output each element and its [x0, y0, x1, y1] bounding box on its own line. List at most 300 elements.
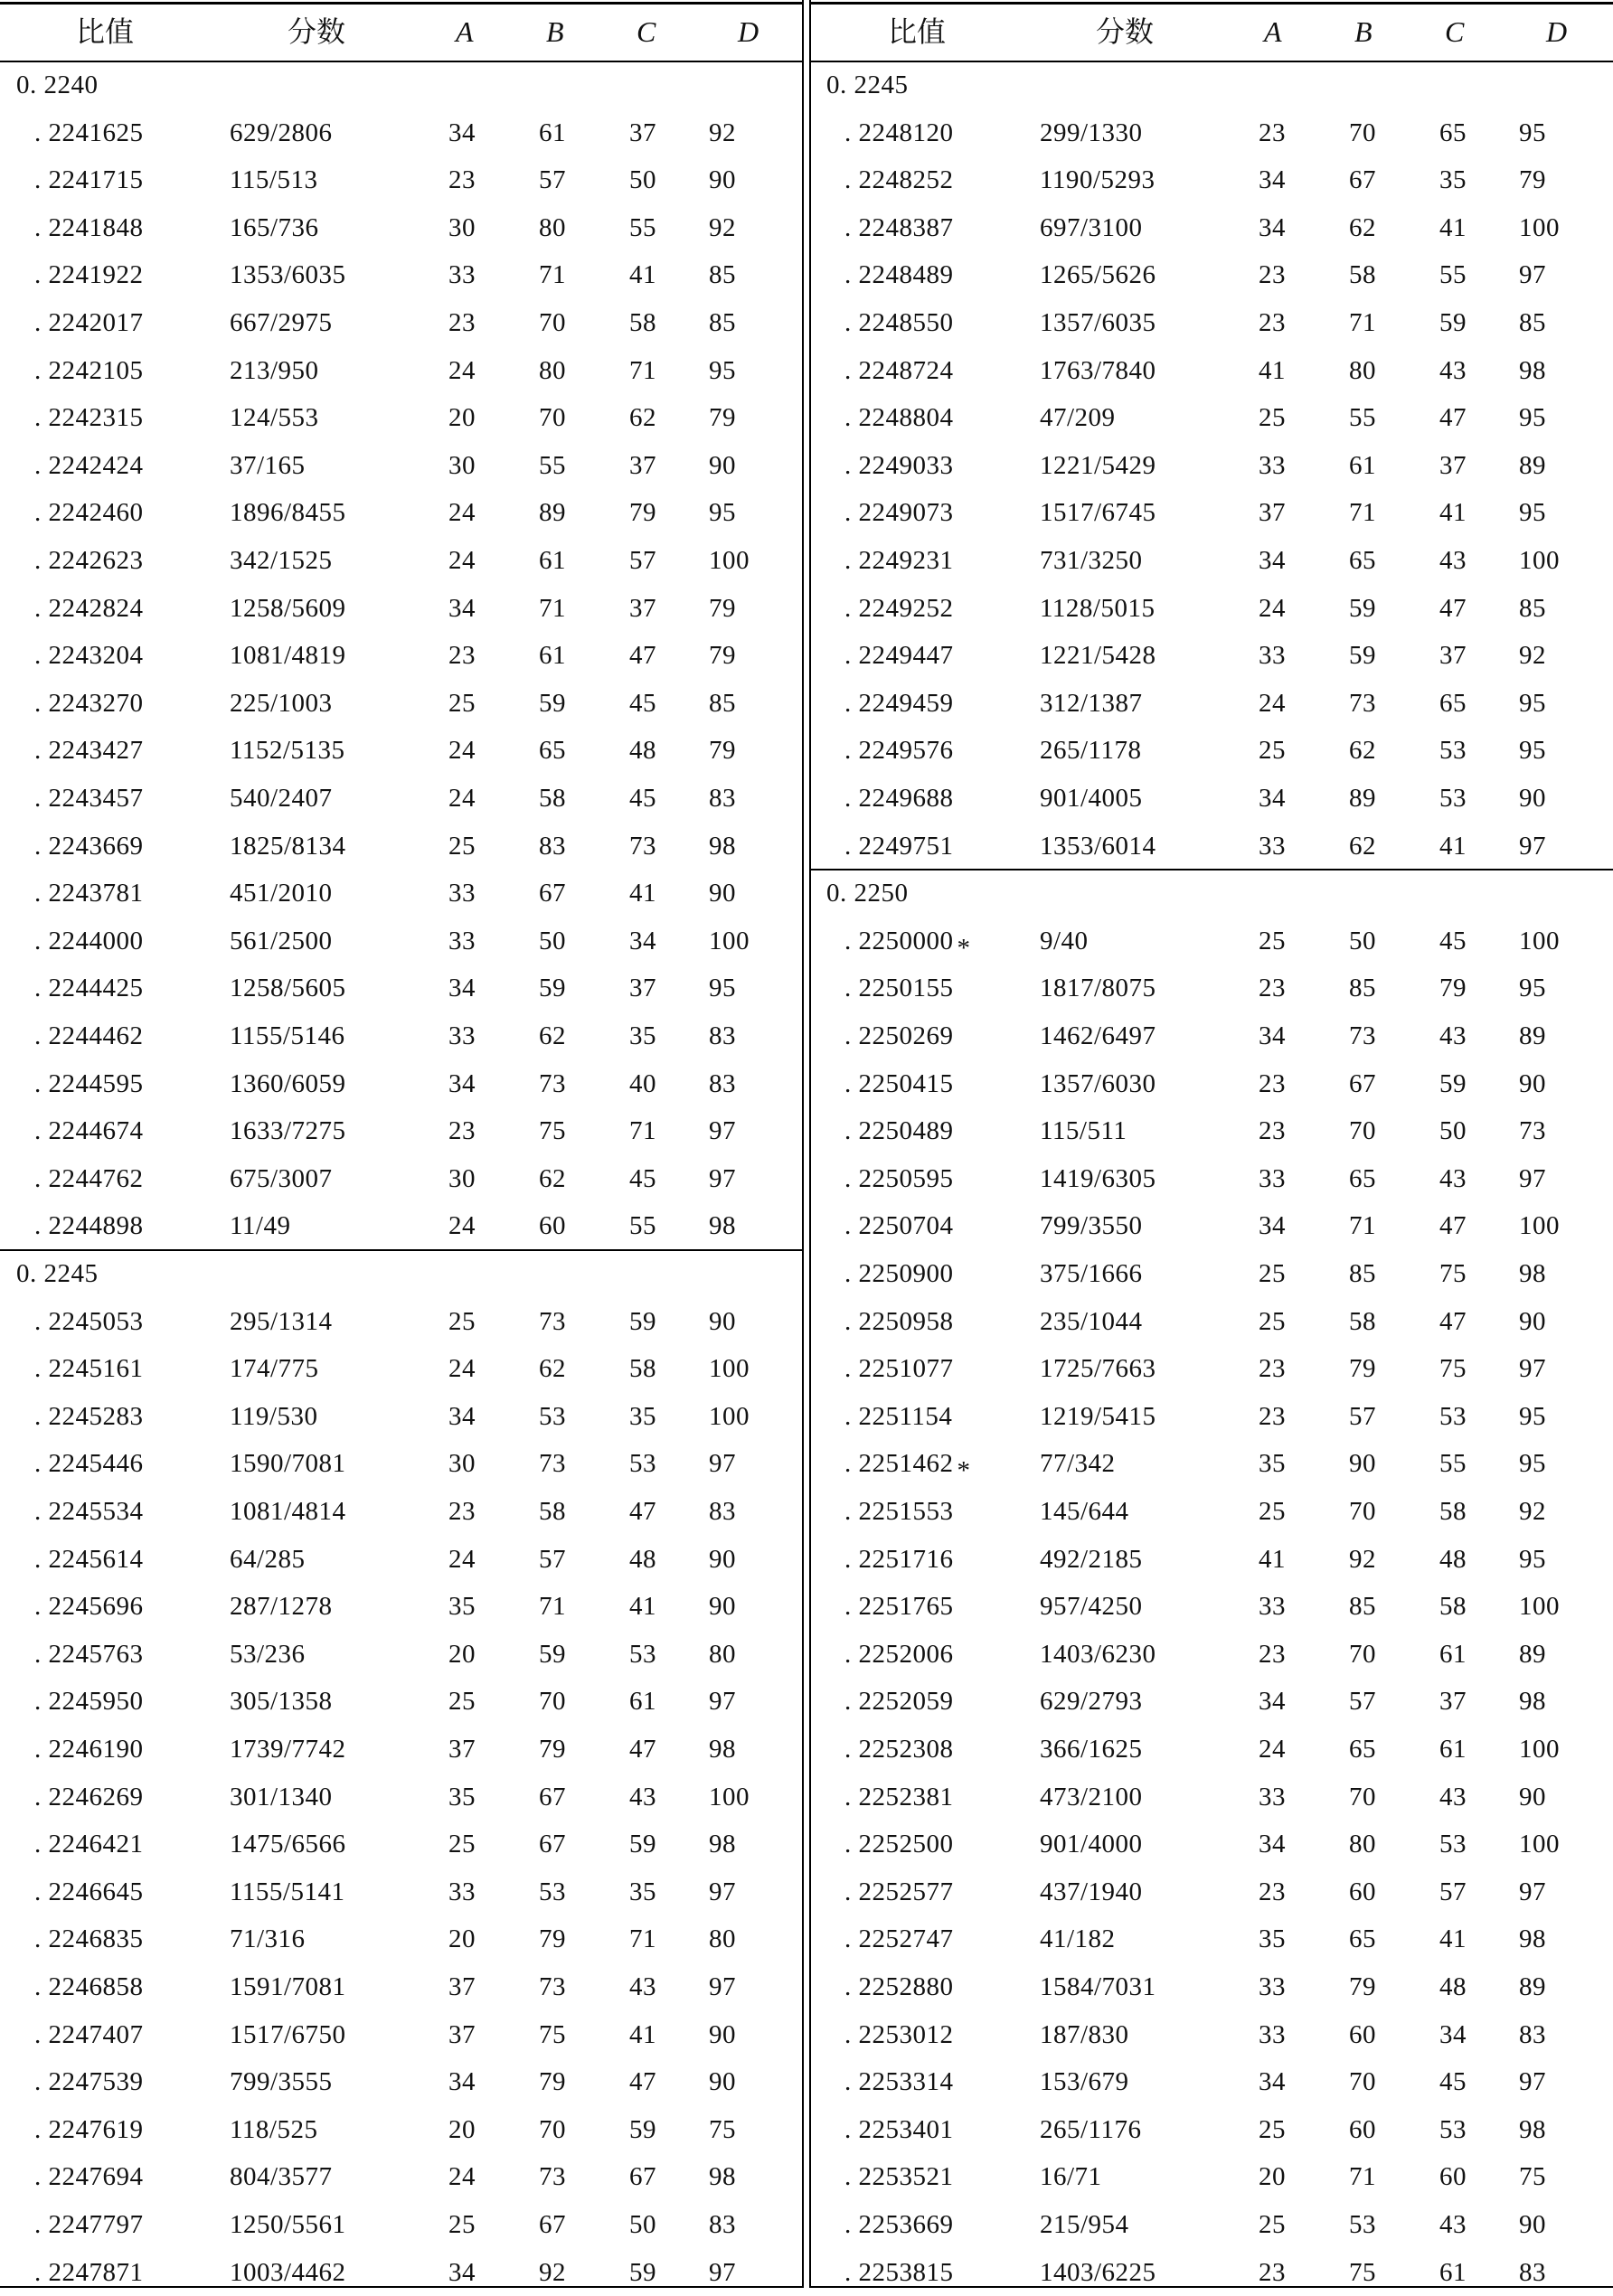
- cell-d: 100: [709, 926, 750, 955]
- table-row: [810, 2201, 1613, 2249]
- group-label: 0. 2245: [16, 1259, 99, 1288]
- cell-c: 47: [1439, 593, 1467, 623]
- group-heading-row: [810, 61, 1613, 109]
- cell-c: 55: [1439, 1449, 1467, 1479]
- cell-a: 34: [1259, 1830, 1286, 1859]
- cell-ratio: . 2245614: [34, 1544, 144, 1574]
- cell-c: 37: [629, 974, 656, 1003]
- cell-a: 33: [1259, 1972, 1286, 2001]
- cell-c: 35: [629, 1401, 656, 1431]
- table-row: [0, 442, 803, 490]
- table-row: [810, 1298, 1613, 1346]
- group-heading-row: [0, 1250, 803, 1298]
- cell-fraction: 375/1666: [1040, 1259, 1143, 1288]
- cell-ratio: . 2246858: [34, 1972, 144, 2001]
- table-row: [810, 109, 1613, 157]
- cell-c: 48: [629, 1544, 656, 1574]
- cell-a: 34: [448, 2257, 476, 2287]
- cell-ratio: . 2245950: [34, 1687, 144, 1717]
- cell-a: 35: [448, 1782, 476, 1811]
- cell-b: 79: [539, 1924, 566, 1954]
- table-row: [810, 537, 1613, 585]
- cell-fraction: 1353/6035: [230, 260, 346, 290]
- cell-b: 57: [1349, 1401, 1376, 1431]
- cell-fraction: 1633/7275: [230, 1116, 346, 1146]
- table-row: [0, 1488, 803, 1536]
- cell-ratio: . 2241922: [34, 260, 144, 290]
- table-row: [0, 775, 803, 823]
- table-row: [810, 299, 1613, 347]
- cell-b: 59: [539, 1639, 566, 1669]
- cell-b: 70: [1349, 2067, 1376, 2097]
- table-row: [810, 489, 1613, 537]
- cell-ratio: . 2248804: [844, 403, 954, 433]
- cell-c: 43: [1439, 1782, 1467, 1811]
- cell-d: 92: [1519, 1497, 1546, 1526]
- cell-d: 95: [709, 498, 736, 528]
- cell-b: 60: [1349, 2019, 1376, 2049]
- cell-ratio: . 2248252: [844, 165, 954, 195]
- cell-d: 95: [1519, 1449, 1546, 1479]
- cell-d: 90: [709, 2067, 736, 2097]
- cell-fraction: 64/285: [230, 1544, 306, 1574]
- cell-c: 41: [1439, 831, 1467, 861]
- cell-c: 43: [629, 1782, 656, 1811]
- cell-fraction: 629/2793: [1040, 1687, 1143, 1717]
- cell-fraction: 451/2010: [230, 879, 333, 908]
- cell-d: 97: [1519, 260, 1546, 290]
- cell-c: 45: [629, 784, 656, 813]
- cell-b: 59: [1349, 641, 1376, 671]
- cell-c: 75: [1439, 1259, 1467, 1288]
- cell-fraction: 675/3007: [230, 1163, 333, 1193]
- cell-a: 23: [448, 308, 476, 337]
- cell-d: 90: [709, 1544, 736, 1574]
- table-row: [0, 347, 803, 395]
- cell-a: 30: [448, 1163, 476, 1193]
- group-label: 0. 2240: [16, 71, 99, 99]
- cell-c: 43: [1439, 2210, 1467, 2239]
- table-row: [810, 1868, 1613, 1916]
- cell-fraction: 53/236: [230, 1639, 306, 1669]
- cell-fraction: 119/530: [230, 1401, 318, 1431]
- table-row: [0, 1393, 803, 1441]
- table-left-half: [0, 0, 803, 2288]
- cell-ratio: . 2243427: [34, 736, 144, 766]
- table-row: [0, 1868, 803, 1916]
- table-row: [810, 632, 1613, 680]
- cell-b: 57: [1349, 1687, 1376, 1717]
- cell-fraction: 1725/7663: [1040, 1354, 1156, 1384]
- cell-a: 33: [448, 1021, 476, 1050]
- cell-b: 67: [1349, 1068, 1376, 1098]
- cell-c: 48: [629, 736, 656, 766]
- cell-ratio: . 2247797: [34, 2210, 144, 2239]
- cell-a: 37: [448, 1972, 476, 2001]
- cell-ratio: . 2248724: [844, 355, 954, 385]
- cell-c: 40: [629, 1068, 656, 1098]
- cell-c: 67: [629, 2162, 656, 2192]
- cell-a: 23: [1259, 1354, 1286, 1384]
- cell-fraction: 799/3555: [230, 2067, 333, 2097]
- header-b: B: [546, 15, 564, 48]
- cell-d: 95: [1519, 974, 1546, 1003]
- cell-fraction: 215/954: [1040, 2210, 1129, 2239]
- cell-fraction: 312/1387: [1040, 688, 1143, 718]
- cell-b: 71: [539, 1592, 566, 1622]
- cell-fraction: 901/4000: [1040, 1830, 1143, 1859]
- cell-ratio: . 2245446: [34, 1449, 144, 1479]
- table-row: [0, 632, 803, 680]
- cell-c: 47: [629, 1497, 656, 1526]
- cell-ratio: . 2247694: [34, 2162, 144, 2192]
- cell-d: 85: [709, 260, 736, 290]
- cell-ratio: . 2244595: [34, 1068, 144, 1098]
- cell-fraction: 299/1330: [1040, 118, 1143, 147]
- cell-fraction: 492/2185: [1040, 1544, 1143, 1574]
- table-row: [810, 1536, 1613, 1584]
- header-c: C: [637, 15, 656, 48]
- cell-fraction: 799/3550: [1040, 1211, 1143, 1241]
- group-heading-row: [0, 61, 803, 109]
- table-row: [810, 1631, 1613, 1679]
- cell-ratio: . 2242460: [34, 498, 144, 528]
- cell-ratio: . 2249073: [844, 498, 954, 528]
- cell-c: 45: [629, 1163, 656, 1193]
- cell-c: 61: [629, 1687, 656, 1717]
- cell-b: 50: [1349, 926, 1376, 955]
- cell-d: 92: [1519, 641, 1546, 671]
- header-fraction: 分数: [288, 15, 346, 48]
- table-row: [0, 1012, 803, 1060]
- cell-ratio: . 2248550: [844, 308, 954, 337]
- cell-ratio: . 2242623: [34, 546, 144, 575]
- cell-ratio: . 2252308: [844, 1735, 954, 1764]
- cell-a: 25: [1259, 1259, 1286, 1288]
- table-row: [810, 442, 1613, 490]
- cell-d: 98: [709, 2162, 736, 2192]
- cell-fraction: 437/1940: [1040, 1877, 1143, 1906]
- cell-ratio: . 2252006: [844, 1639, 954, 1669]
- cell-a: 35: [1259, 1924, 1286, 1954]
- table-row: [810, 2106, 1613, 2154]
- table-row: [0, 251, 803, 299]
- table-row: [810, 1202, 1613, 1250]
- table-row: [810, 1678, 1613, 1726]
- cell-d: 97: [709, 1163, 736, 1193]
- cell-a: 34: [448, 2067, 476, 2097]
- cell-ratio: . 2245534: [34, 1497, 144, 1526]
- cell-d: 89: [1519, 450, 1546, 480]
- cell-c: 59: [629, 1830, 656, 1859]
- table-row: [0, 1583, 803, 1631]
- cell-c: 43: [1439, 1021, 1467, 1050]
- cell-c: 34: [629, 926, 656, 955]
- cell-d: 95: [1519, 498, 1546, 528]
- cell-d: 90: [709, 2019, 736, 2049]
- group-heading-row: [810, 870, 1613, 917]
- cell-a: 20: [448, 403, 476, 433]
- footnote-mark: *: [957, 1456, 971, 1486]
- cell-b: 53: [539, 1877, 566, 1906]
- cell-a: 33: [448, 1877, 476, 1906]
- table-row: [0, 1202, 803, 1250]
- cell-b: 70: [1349, 1497, 1376, 1526]
- cell-c: 37: [629, 118, 656, 147]
- cell-d: 95: [1519, 736, 1546, 766]
- cell-c: 58: [1439, 1497, 1467, 1526]
- cell-fraction: 1190/5293: [1040, 165, 1156, 195]
- cell-ratio: . 2253815: [844, 2257, 954, 2287]
- cell-c: 45: [629, 688, 656, 718]
- cell-d: 79: [1519, 165, 1546, 195]
- table-row: [0, 680, 803, 728]
- cell-d: 97: [1519, 1877, 1546, 1906]
- cell-d: 100: [709, 1401, 750, 1431]
- cell-c: 50: [629, 165, 656, 195]
- cell-a: 30: [448, 212, 476, 242]
- divider-line-outer: [802, 0, 804, 2288]
- cell-d: 95: [709, 355, 736, 385]
- cell-c: 47: [1439, 403, 1467, 433]
- cell-a: 41: [1259, 1544, 1286, 1574]
- cell-a: 33: [1259, 831, 1286, 861]
- cell-d: 83: [709, 1068, 736, 1098]
- cell-ratio: . 2250958: [844, 1306, 954, 1336]
- cell-c: 53: [1439, 784, 1467, 813]
- cell-b: 70: [1349, 1116, 1376, 1146]
- cell-fraction: 295/1314: [230, 1306, 333, 1336]
- cell-d: 97: [1519, 1163, 1546, 1193]
- cell-ratio: . 2251765: [844, 1592, 954, 1622]
- cell-ratio: . 2251154: [844, 1401, 953, 1431]
- cell-fraction: 1221/5428: [1040, 641, 1156, 671]
- cell-a: 33: [448, 879, 476, 908]
- cell-ratio: . 2243204: [34, 641, 144, 671]
- cell-b: 70: [1349, 1782, 1376, 1811]
- cell-c: 53: [629, 1639, 656, 1669]
- header-b: B: [1354, 15, 1372, 48]
- cell-c: 57: [1439, 1877, 1467, 1906]
- cell-b: 61: [539, 118, 566, 147]
- cell-c: 45: [1439, 2067, 1467, 2097]
- cell-c: 35: [629, 1877, 656, 1906]
- cell-b: 89: [1349, 784, 1376, 813]
- cell-a: 25: [448, 1830, 476, 1859]
- cell-ratio: . 2252747: [844, 1924, 954, 1954]
- cell-b: 80: [539, 355, 566, 385]
- cell-a: 25: [1259, 736, 1286, 766]
- cell-c: 47: [1439, 1306, 1467, 1336]
- cell-fraction: 1258/5605: [230, 974, 346, 1003]
- cell-fraction: 145/644: [1040, 1497, 1129, 1526]
- cell-a: 25: [448, 2210, 476, 2239]
- cell-b: 73: [539, 1306, 566, 1336]
- cell-a: 33: [1259, 1163, 1286, 1193]
- cell-b: 53: [1349, 2210, 1376, 2239]
- table-row: [0, 1915, 803, 1963]
- table-row: [0, 2153, 803, 2201]
- cell-fraction: 115/511: [1040, 1116, 1127, 1146]
- cell-a: 25: [448, 1306, 476, 1336]
- cell-c: 55: [629, 1211, 656, 1241]
- cell-ratio: . 2243457: [34, 784, 144, 813]
- cell-d: 95: [1519, 1401, 1546, 1431]
- cell-fraction: 697/3100: [1040, 212, 1143, 242]
- cell-ratio: . 2252059: [844, 1687, 954, 1717]
- cell-fraction: 1403/6230: [1040, 1639, 1156, 1669]
- table-row: [810, 1345, 1613, 1393]
- cell-a: 23: [1259, 260, 1286, 290]
- cell-b: 79: [1349, 1354, 1376, 1384]
- cell-d: 75: [1519, 2162, 1546, 2192]
- cell-b: 70: [1349, 1639, 1376, 1669]
- cell-c: 79: [1439, 974, 1467, 1003]
- cell-fraction: 305/1358: [230, 1687, 333, 1717]
- table-row: [810, 1726, 1613, 1774]
- cell-ratio: . 2243781: [34, 879, 144, 908]
- table-row: [810, 251, 1613, 299]
- cell-fraction: 1763/7840: [1040, 355, 1156, 385]
- cell-c: 37: [1439, 450, 1467, 480]
- cell-b: 55: [539, 450, 566, 480]
- cell-c: 41: [1439, 1924, 1467, 1954]
- cell-b: 73: [1349, 688, 1376, 718]
- cell-c: 71: [629, 355, 656, 385]
- cell-d: 97: [709, 1687, 736, 1717]
- cell-a: 24: [448, 1354, 476, 1384]
- cell-c: 37: [629, 593, 656, 623]
- cell-c: 47: [629, 1735, 656, 1764]
- cell-ratio: . 2250595: [844, 1163, 954, 1193]
- cell-b: 70: [539, 403, 566, 433]
- table-right-half: [810, 0, 1613, 2288]
- cell-c: 41: [629, 260, 656, 290]
- cell-c: 41: [629, 879, 656, 908]
- cell-ratio: . 2251462 *: [844, 1449, 971, 1486]
- cell-b: 59: [539, 688, 566, 718]
- cell-ratio: . 2246835: [34, 1924, 144, 1954]
- cell-a: 25: [448, 831, 476, 861]
- cell-b: 71: [1349, 1211, 1376, 1241]
- cell-a: 34: [1259, 546, 1286, 575]
- cell-ratio: . 2244462: [34, 1021, 144, 1050]
- cell-ratio: . 2250704: [844, 1211, 954, 1241]
- cell-b: 60: [1349, 2114, 1376, 2144]
- cell-d: 83: [709, 2210, 736, 2239]
- cell-d: 90: [1519, 2210, 1546, 2239]
- cell-a: 24: [448, 355, 476, 385]
- table-row: [810, 2249, 1613, 2296]
- cell-a: 25: [448, 1687, 476, 1717]
- cell-d: 97: [709, 1116, 736, 1146]
- cell-fraction: 165/736: [230, 212, 319, 242]
- cell-d: 90: [709, 1306, 736, 1336]
- cell-a: 41: [1259, 355, 1286, 385]
- cell-ratio: . 2245161: [34, 1354, 144, 1384]
- cell-fraction: 1219/5415: [1040, 1401, 1156, 1431]
- cell-b: 62: [1349, 831, 1376, 861]
- cell-d: 75: [709, 2114, 736, 2144]
- cell-a: 24: [448, 1544, 476, 1574]
- cell-fraction: 1590/7081: [230, 1449, 346, 1479]
- cell-c: 43: [1439, 1163, 1467, 1193]
- cell-fraction: 1353/6014: [1040, 831, 1156, 861]
- cell-a: 20: [448, 1639, 476, 1669]
- cell-d: 79: [709, 736, 736, 766]
- cell-b: 65: [1349, 1163, 1376, 1193]
- cell-c: 53: [629, 1449, 656, 1479]
- cell-ratio: . 2250489: [844, 1116, 954, 1146]
- table-row: [0, 2011, 803, 2059]
- cell-d: 89: [1519, 1972, 1546, 2001]
- table-row: [810, 917, 1613, 965]
- cell-ratio: . 2241848: [34, 212, 144, 242]
- cell-ratio: . 2242824: [34, 593, 144, 623]
- cell-c: 75: [1439, 1354, 1467, 1384]
- cell-a: 24: [448, 784, 476, 813]
- header-a: A: [456, 15, 474, 48]
- table-row: [0, 585, 803, 633]
- header-a: A: [1264, 15, 1282, 48]
- cell-d: 90: [1519, 1306, 1546, 1336]
- cell-fraction: 1258/5609: [230, 593, 346, 623]
- cell-ratio: . 2244898: [34, 1211, 144, 1241]
- cell-ratio: . 2253401: [844, 2114, 954, 2144]
- cell-d: 89: [1519, 1639, 1546, 1669]
- cell-fraction: 1896/8455: [230, 498, 346, 528]
- cell-c: 61: [1439, 1639, 1467, 1669]
- cell-d: 83: [709, 1021, 736, 1050]
- cell-ratio: . 2250000 *: [844, 926, 971, 963]
- cell-ratio: . 2249033: [844, 450, 954, 480]
- cell-b: 79: [1349, 1972, 1376, 2001]
- cell-a: 25: [448, 688, 476, 718]
- cell-b: 55: [1349, 403, 1376, 433]
- cell-fraction: 540/2407: [230, 784, 333, 813]
- cell-ratio: . 2243270: [34, 688, 144, 718]
- cell-d: 83: [1519, 2257, 1546, 2287]
- cell-a: 20: [448, 2114, 476, 2144]
- cell-b: 85: [1349, 1259, 1376, 1288]
- cell-c: 41: [1439, 212, 1467, 242]
- cell-a: 24: [448, 1211, 476, 1241]
- cell-b: 67: [539, 2210, 566, 2239]
- cell-ratio: . 2244425: [34, 974, 144, 1003]
- cell-a: 34: [448, 593, 476, 623]
- cell-b: 67: [539, 879, 566, 908]
- table-row: [810, 1155, 1613, 1203]
- cell-fraction: 1739/7742: [230, 1735, 346, 1764]
- cell-a: 23: [448, 1116, 476, 1146]
- cell-fraction: 901/4005: [1040, 784, 1143, 813]
- cell-d: 98: [709, 1735, 736, 1764]
- cell-ratio: . 2251077: [844, 1354, 954, 1384]
- table-row: [810, 1012, 1613, 1060]
- cell-b: 53: [539, 1401, 566, 1431]
- cell-a: 25: [1259, 2210, 1286, 2239]
- cell-ratio: . 2244674: [34, 1116, 144, 1146]
- cell-fraction: 9/40: [1040, 926, 1089, 955]
- cell-b: 85: [1349, 1592, 1376, 1622]
- cell-c: 71: [629, 1116, 656, 1146]
- table-row: [0, 2106, 803, 2154]
- cell-fraction: 1591/7081: [230, 1972, 346, 2001]
- cell-fraction: 174/775: [230, 1354, 319, 1384]
- table-row: [810, 965, 1613, 1012]
- cell-ratio: . 2247407: [34, 2019, 144, 2049]
- cell-c: 59: [1439, 1068, 1467, 1098]
